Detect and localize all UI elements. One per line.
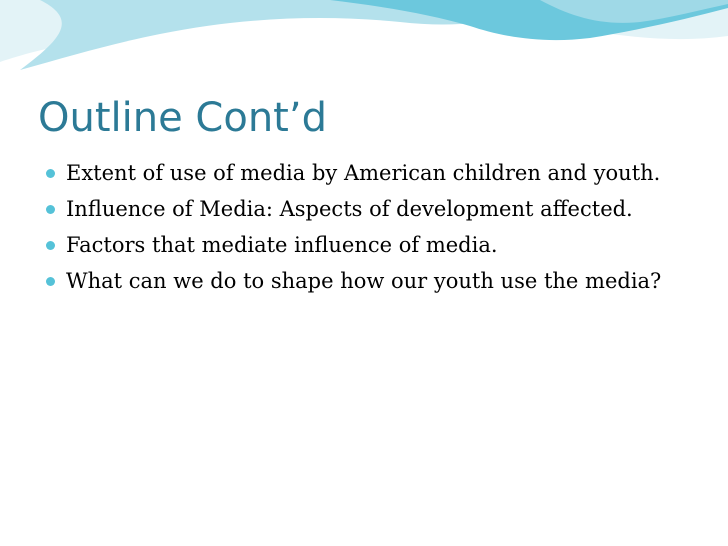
bullet-text: What can we do to shape how our youth use the media? bbox=[66, 269, 662, 293]
wave-header-decoration bbox=[0, 0, 728, 90]
bullet-text: Factors that mediate influence of media. bbox=[66, 233, 498, 257]
bullet-list bbox=[44, 158, 694, 302]
bullet-dot-icon bbox=[46, 277, 55, 286]
bullet-text: Extent of use of media by American children and youth. bbox=[66, 161, 661, 185]
bullet-dot-icon bbox=[46, 169, 55, 178]
bullet-text: Influence of Media: Aspects of development affected. bbox=[66, 197, 633, 221]
bullet-item bbox=[44, 266, 694, 296]
slide-title: Outline Cont’d bbox=[38, 95, 327, 141]
bullet-item bbox=[44, 158, 694, 188]
bullet-dot-icon bbox=[46, 205, 55, 214]
bullet-dot-icon bbox=[46, 241, 55, 250]
bullet-item bbox=[44, 230, 694, 260]
bullet-item bbox=[44, 194, 694, 224]
